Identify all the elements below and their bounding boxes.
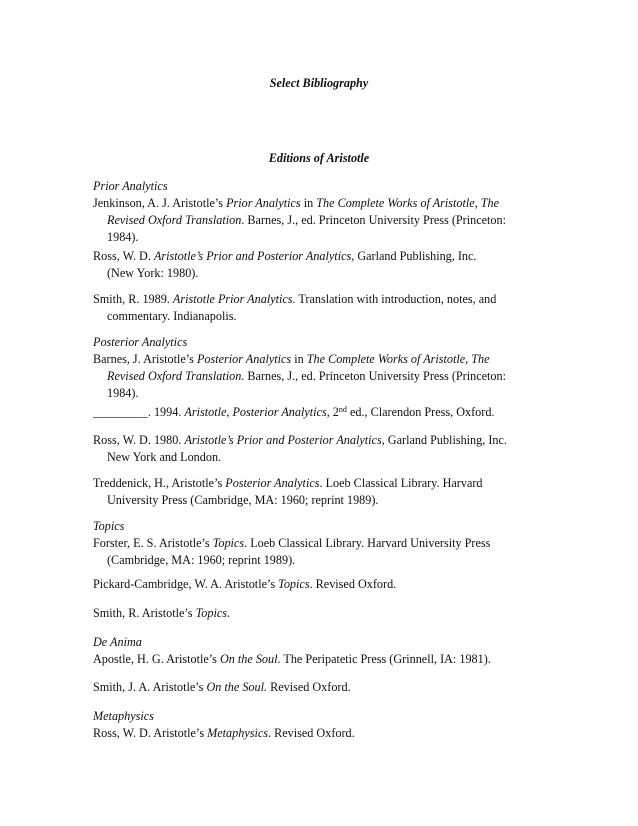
section-heading: Topics <box>93 519 125 533</box>
bibliography-entry: Ross, W. D. Aristotle’s Prior and Posterior Analytics, Garland Publishing, Inc. (New York: 1980). <box>93 249 477 280</box>
page-title: Select Bibliography <box>269 76 369 90</box>
section-heading: Metaphysics <box>93 709 154 723</box>
bibliography-entry: Jenkinson, A. J. Aristotle’s Prior Analytics in The Complete Works of Aristotle, The Revised Oxford Translation. Barnes, J., ed. Princeton University Press (Princeton: 1984). <box>93 196 506 244</box>
section-heading: De Anima <box>93 635 142 649</box>
section-heading: Prior Analytics <box>93 179 168 193</box>
section-title: Editions of Aristotle <box>268 151 370 165</box>
section-metaphysics <box>93 708 533 742</box>
bibliography-entry: Ross, W. D. 1980. Aristotle’s Prior and Posterior Analytics, Garland Publishing, Inc. New York and London. <box>93 433 507 464</box>
bibliography-entry: Forster, E. S. Aristotle’s Topics. Loeb Classical Library. Harvard University Press (Cambridge, MA: 1960; reprint 1989). <box>93 536 491 567</box>
bibliography-entry: Smith, R. 1989. Aristotle Prior Analytics. Translation with introduction, notes, and commentary. Indianapolis. <box>93 292 497 323</box>
section-heading: Posterior Analytics <box>93 335 188 349</box>
bibliography-entry: Treddenick, H., Aristotle’s Posterior Analytics. Loeb Classical Library. Harvard University Press (Cambridge, MA: 1960; reprint 1989). <box>93 476 483 507</box>
bibliography-entry: Apostle, H. G. Aristotle’s On the Soul. The Peripatetic Press (Grinnell, IA: 1981). <box>93 652 491 666</box>
section-topics <box>93 518 533 569</box>
section-prior-analytics <box>93 178 533 246</box>
bibliography-entry: Smith, R. Aristotle’s Topics. <box>93 606 231 620</box>
bibliography-entry: Smith, J. A. Aristotle’s On the Soul. Revised Oxford. <box>93 680 351 694</box>
bibliography-entry: Barnes, J. Aristotle’s Posterior Analytics in The Complete Works of Aristotle, The Revised Oxford Translation. Barnes, J., ed. Princeton University Press (Princeton: 1984). <box>93 352 506 400</box>
bibliography-entry: Ross, W. D. Aristotle’s Metaphysics. Revised Oxford. <box>93 726 355 740</box>
bibliography-entry: Pickard-Cambridge, W. A. Aristotle’s Topics. Revised Oxford. <box>93 577 397 591</box>
section-posterior-analytics <box>93 334 533 402</box>
section-de-anima <box>93 634 533 668</box>
bibliography-entry: _________. 1994. Aristotle, Posterior Analytics, 2nd ed., Clarendon Press, Oxford. <box>93 405 495 419</box>
